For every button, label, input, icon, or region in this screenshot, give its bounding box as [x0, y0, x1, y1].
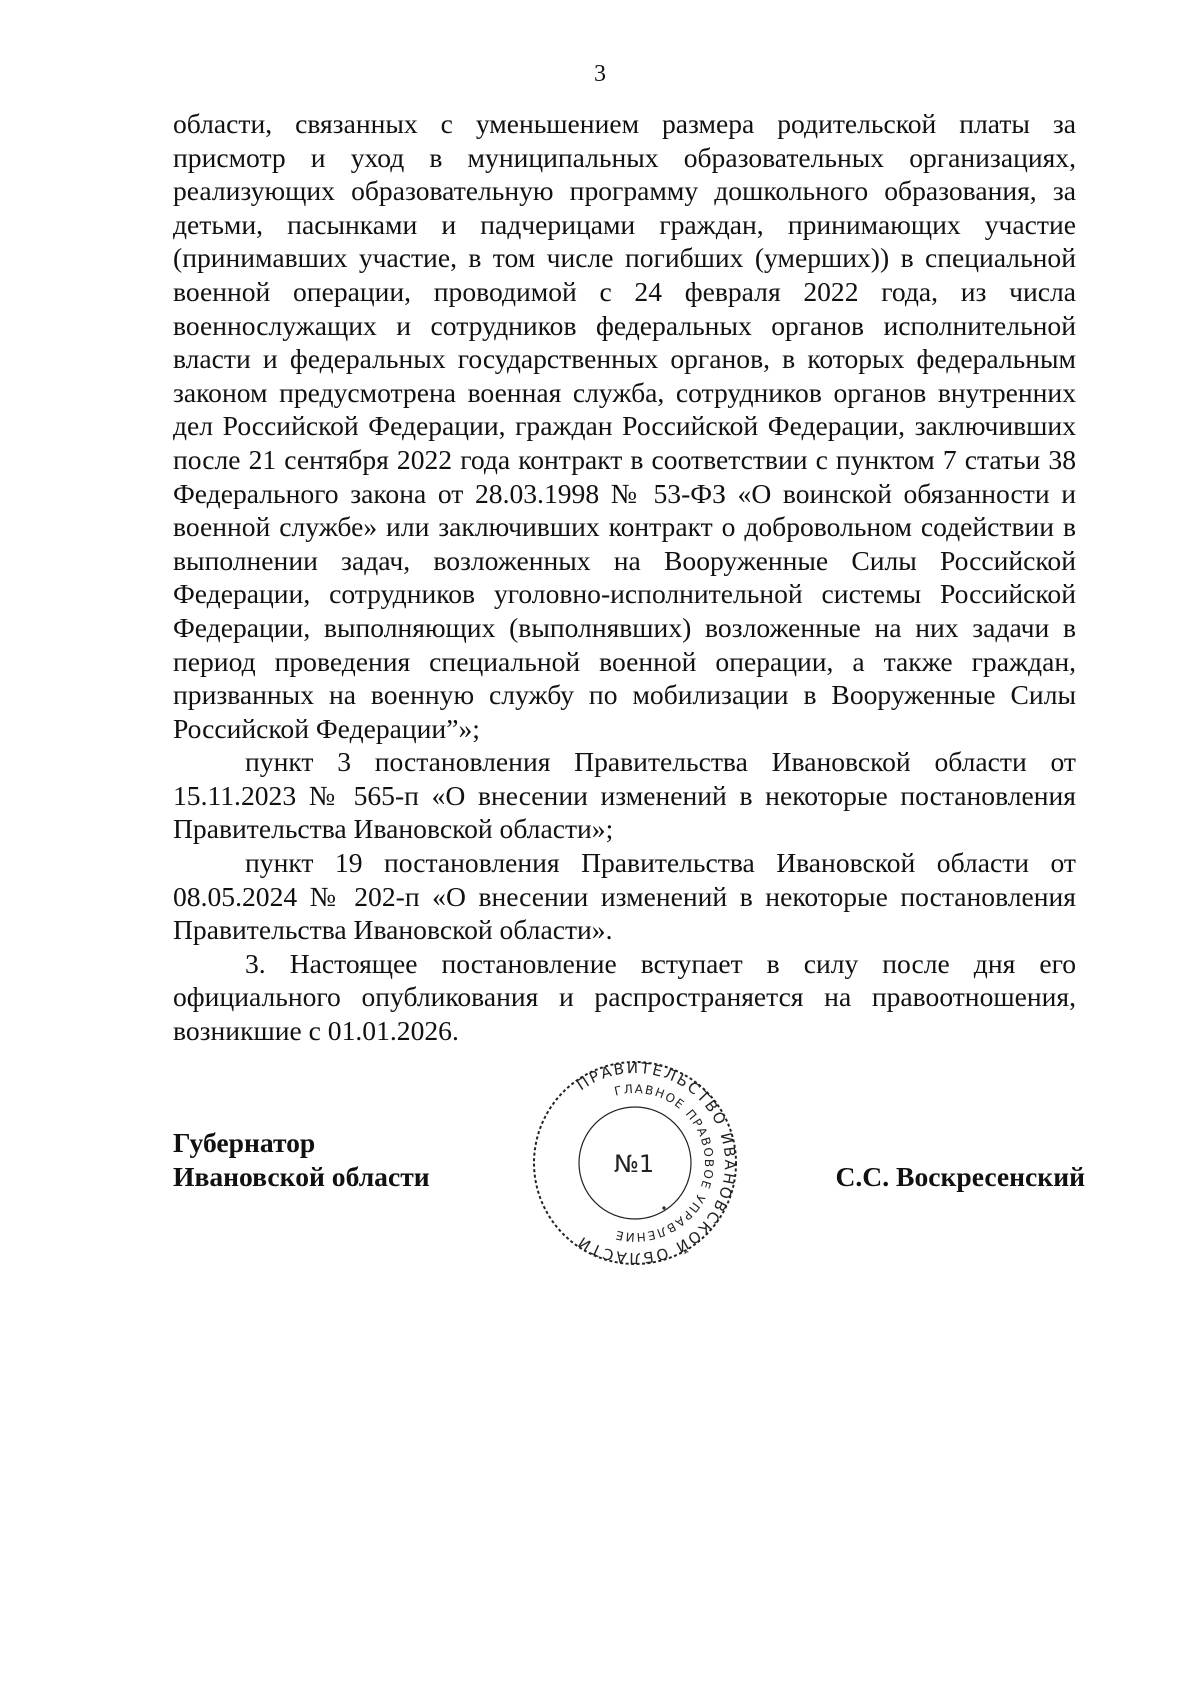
stamp-outer-text: ПРАВИТЕЛЬСТВО ИВАНОВСКОЙ ОБЛАСТИ — [573, 1058, 740, 1268]
signatory-name: С.С. Воскресенский — [835, 1161, 1085, 1192]
paragraph-3: пункт 19 постановления Правительства Ивановской области от 08.05.2024 № 202-п «О внесении изменений в некоторые постановления Правительства Ивановской области». — [173, 847, 1076, 946]
signature-block — [0, 1058, 1200, 1268]
seal-stamp — [530, 1058, 740, 1268]
signatory-title — [173, 1126, 430, 1193]
paragraph-2: пункт 3 постановления Правительства Ивановской области от 15.11.2023 № 565-п «О внесении изменений в некоторые постановления Правительства Ивановской области»; — [173, 746, 1076, 845]
signatory-title-line-1: Губернатор — [173, 1127, 316, 1158]
paragraph-1: области, связанных с уменьшением размера родительской платы за присмотр и уход в муниципальных образовательных организациях, реализующих образовательную программу дошкольного образования, за детьми, пасынками и падчерицами граждан, принимающих участие (принимавших участие, в том числе погибших (умерших)) в специальной военной операции, проводимой с 24 февраля 2022 года, из числа военнослужащих и сотрудников федеральных органов исполнительной власти и федеральных государственных органов, в которых федеральным законом предусмотрена военная служба, сотрудников органов внутренних дел Российской Федерации, граждан Российской Федерации, заключивших после 21 сентября 2022 года контракт в соответствии с пунктом 7 статьи 38 Федерального закона от 28.03.1998 № 53-ФЗ «О воинской обязанности и военной службе» или заключивших контракт о добровольном содействии в выполнении задач, возложенных на Вооруженные Силы Российской Федерации, сотрудников уголовно-исполнительной системы Российской Федерации, выполняющих (выполнявших) возложенные на них задачи в период проведения специальной военной операции, а также граждан, призванных на военную службу по мобилизации в Вооруженные Силы Российской Федерации”»; — [173, 108, 1076, 744]
stamp-inner-text: ГЛАВНОЕ ПРАВОВОЕ УПРАВЛЕНИЕ — [612, 1081, 717, 1245]
paragraph-4: 3. Настоящее постановление вступает в силу после дня его официального опубликования и распространяется на правоотношения, возникшие с 01.01.2026. — [173, 947, 1076, 1047]
stamp-dot — [662, 1206, 665, 1209]
signatory-title-line-2: Ивановской области — [173, 1160, 430, 1192]
document-body — [173, 107, 1076, 1048]
page-number: 3 — [594, 61, 606, 87]
stamp-center-number: №1 — [613, 1150, 655, 1178]
